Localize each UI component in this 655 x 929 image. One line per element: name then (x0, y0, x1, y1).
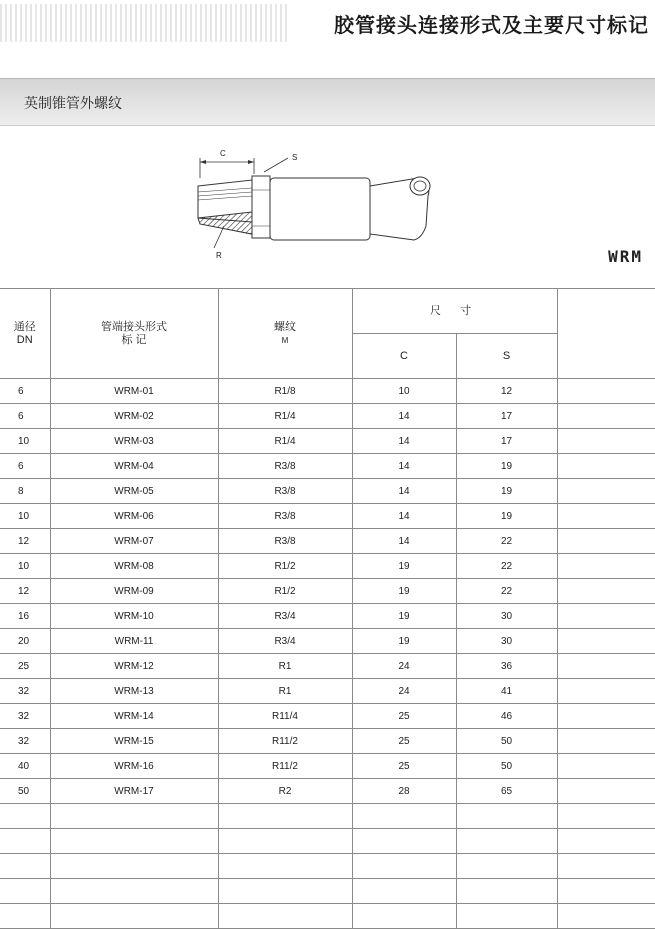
cell-dn: 32 (0, 679, 50, 704)
cell-empty (50, 804, 218, 829)
cell-thread: R1 (218, 654, 352, 679)
cell-thread: R2 (218, 779, 352, 804)
cell-empty (456, 804, 557, 829)
cell-mark: WRM-11 (50, 629, 218, 654)
col-header-blank (557, 289, 655, 379)
cell-s: 17 (456, 429, 557, 454)
cell-blank (557, 454, 655, 479)
cell-blank (557, 554, 655, 579)
cell-c: 14 (352, 504, 456, 529)
cell-mark: WRM-08 (50, 554, 218, 579)
cell-mark: WRM-02 (50, 404, 218, 429)
cell-dn: 6 (0, 404, 50, 429)
cell-thread: R3/8 (218, 504, 352, 529)
cell-thread: R3/8 (218, 529, 352, 554)
cell-dn: 32 (0, 729, 50, 754)
col-header-dn (0, 289, 50, 379)
cell-mark: WRM-06 (50, 504, 218, 529)
cell-empty (50, 879, 218, 904)
cell-empty (50, 854, 218, 879)
col-header-thread-line2: M (281, 335, 289, 345)
cell-s: 65 (456, 779, 557, 804)
cell-mark: WRM-14 (50, 704, 218, 729)
cell-dn: 10 (0, 504, 50, 529)
cell-empty (218, 829, 352, 854)
cell-mark: WRM-01 (50, 379, 218, 404)
table-row-empty (0, 879, 655, 904)
section-title: 英制锥管外螺纹 (24, 96, 122, 112)
cell-empty (218, 879, 352, 904)
cell-empty (352, 879, 456, 904)
cell-thread: R3/8 (218, 454, 352, 479)
cell-empty (0, 854, 50, 879)
cell-mark: WRM-15 (50, 729, 218, 754)
table-row (0, 704, 655, 729)
table-row (0, 629, 655, 654)
cell-mark: WRM-17 (50, 779, 218, 804)
cell-empty (557, 854, 655, 879)
cell-s: 36 (456, 654, 557, 679)
table-row (0, 529, 655, 554)
cell-dn: 16 (0, 604, 50, 629)
cell-thread: R1/2 (218, 554, 352, 579)
cell-blank (557, 604, 655, 629)
cell-blank (557, 704, 655, 729)
cell-blank (557, 479, 655, 504)
cell-s: 17 (456, 404, 557, 429)
cell-empty (557, 829, 655, 854)
cell-thread: R11/4 (218, 704, 352, 729)
col-header-form (50, 289, 218, 379)
cell-c: 19 (352, 579, 456, 604)
cell-dn: 50 (0, 779, 50, 804)
cell-c: 24 (352, 679, 456, 704)
cell-empty (218, 804, 352, 829)
cell-dn: 32 (0, 704, 50, 729)
table-row (0, 779, 655, 804)
table-row (0, 654, 655, 679)
cell-dn: 10 (0, 554, 50, 579)
cell-s: 41 (456, 679, 557, 704)
cell-c: 14 (352, 479, 456, 504)
col-header-c: C (352, 334, 456, 379)
cell-c: 14 (352, 529, 456, 554)
cell-c: 28 (352, 779, 456, 804)
page-title: 胶管接头连接形式及主要尺寸标记 (334, 12, 649, 37)
cell-blank (557, 504, 655, 529)
table-header-row (0, 289, 655, 334)
cell-thread: R1/4 (218, 404, 352, 429)
cell-mark: WRM-05 (50, 479, 218, 504)
cell-mark: WRM-07 (50, 529, 218, 554)
fitting-diagram (180, 140, 450, 265)
cell-empty (0, 879, 50, 904)
table-row (0, 579, 655, 604)
cell-c: 19 (352, 604, 456, 629)
table-row (0, 379, 655, 404)
cell-c: 25 (352, 729, 456, 754)
cell-c: 24 (352, 654, 456, 679)
cell-blank (557, 379, 655, 404)
col-header-dn-line2: DN (16, 333, 33, 346)
table-row (0, 604, 655, 629)
cell-dn: 12 (0, 529, 50, 554)
cell-mark: WRM-03 (50, 429, 218, 454)
cell-dn: 20 (0, 629, 50, 654)
cell-dn: 40 (0, 754, 50, 779)
cell-dn: 25 (0, 654, 50, 679)
cell-empty (0, 804, 50, 829)
cell-blank (557, 654, 655, 679)
cell-s: 12 (456, 379, 557, 404)
cell-s: 30 (456, 604, 557, 629)
cell-s: 22 (456, 529, 557, 554)
cell-mark: WRM-04 (50, 454, 218, 479)
cell-thread: R11/2 (218, 729, 352, 754)
cell-mark: WRM-09 (50, 579, 218, 604)
dimension-s-label: S (292, 153, 298, 162)
dimension-r-label: R (216, 251, 222, 260)
section-header (0, 78, 655, 126)
table-row (0, 404, 655, 429)
cell-mark: WRM-12 (50, 654, 218, 679)
table-row-empty (0, 854, 655, 879)
cell-blank (557, 779, 655, 804)
cell-mark: WRM-13 (50, 679, 218, 704)
cell-s: 22 (456, 554, 557, 579)
cell-blank (557, 404, 655, 429)
table-row (0, 729, 655, 754)
cell-thread: R1/4 (218, 429, 352, 454)
cell-dn: 8 (0, 479, 50, 504)
cell-s: 46 (456, 704, 557, 729)
col-header-dimensions-label: 尺 寸 (429, 304, 480, 317)
table-row (0, 754, 655, 779)
cell-c: 14 (352, 404, 456, 429)
cell-thread: R11/2 (218, 754, 352, 779)
cell-mark: WRM-16 (50, 754, 218, 779)
table-row-empty (0, 804, 655, 829)
cell-blank (557, 529, 655, 554)
cell-blank (557, 679, 655, 704)
cell-thread: R3/4 (218, 629, 352, 654)
col-header-thread (218, 289, 352, 379)
cell-empty (456, 829, 557, 854)
dimension-c-label: C (220, 149, 226, 158)
cell-c: 19 (352, 629, 456, 654)
cell-blank (557, 629, 655, 654)
cell-s: 19 (456, 504, 557, 529)
cell-s: 22 (456, 579, 557, 604)
cell-blank (557, 729, 655, 754)
cell-dn: 10 (0, 429, 50, 454)
cell-blank (557, 754, 655, 779)
cell-s: 50 (456, 754, 557, 779)
col-header-dimensions (352, 289, 557, 334)
cell-empty (557, 879, 655, 904)
col-header-thread-line1: 螺纹 (274, 320, 296, 333)
cell-c: 10 (352, 379, 456, 404)
table-row (0, 454, 655, 479)
cell-s: 50 (456, 729, 557, 754)
table-row (0, 679, 655, 704)
col-header-dn-line1: 通径 (13, 320, 36, 333)
cell-c: 25 (352, 704, 456, 729)
cell-empty (50, 829, 218, 854)
cell-dn: 6 (0, 454, 50, 479)
cell-empty (456, 879, 557, 904)
col-header-form-line2: 标 记 (121, 333, 147, 346)
cell-thread: R1/8 (218, 379, 352, 404)
cell-empty (0, 829, 50, 854)
col-header-form-line1: 管端接头形式 (101, 320, 167, 333)
table-row (0, 479, 655, 504)
cell-empty (352, 829, 456, 854)
cell-c: 19 (352, 554, 456, 579)
cell-empty (218, 854, 352, 879)
cell-c: 14 (352, 429, 456, 454)
table-row (0, 554, 655, 579)
table-row (0, 429, 655, 454)
cell-s: 30 (456, 629, 557, 654)
table-row-empty (0, 829, 655, 854)
spec-table (0, 288, 655, 929)
cell-empty (557, 804, 655, 829)
cell-thread: R3/8 (218, 479, 352, 504)
cell-s: 19 (456, 454, 557, 479)
cell-s: 19 (456, 479, 557, 504)
cell-empty (352, 804, 456, 829)
cell-blank (557, 429, 655, 454)
cell-dn: 6 (0, 379, 50, 404)
table-row (0, 504, 655, 529)
cell-mark: WRM-10 (50, 604, 218, 629)
cell-dn: 12 (0, 579, 50, 604)
cell-blank (557, 579, 655, 604)
cell-thread: R1/2 (218, 579, 352, 604)
cell-c: 14 (352, 454, 456, 479)
cell-thread: R3/4 (218, 604, 352, 629)
cell-empty (352, 854, 456, 879)
cell-thread: R1 (218, 679, 352, 704)
product-code: WRM (608, 247, 643, 266)
cell-c: 25 (352, 754, 456, 779)
col-header-s: S (456, 334, 557, 379)
cell-empty (456, 854, 557, 879)
